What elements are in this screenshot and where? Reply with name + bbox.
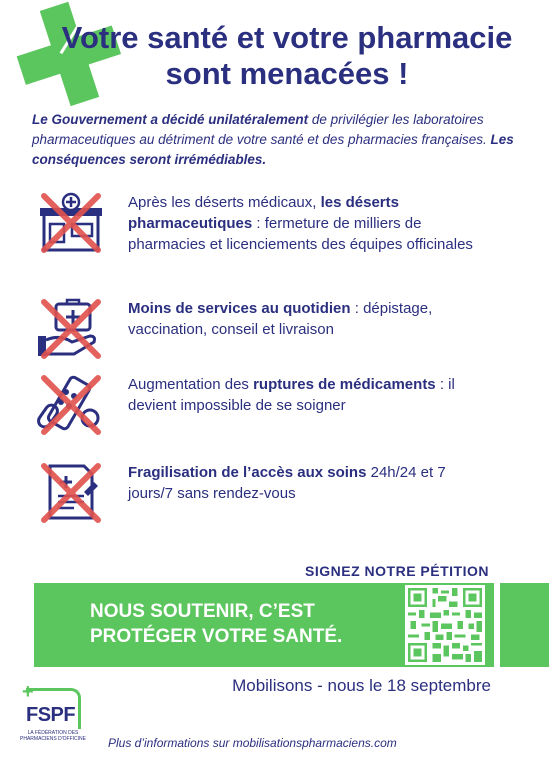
petition-label: SIGNEZ NOTRE PÉTITION xyxy=(305,563,489,579)
logo-subtitle: LA FÉDÉRATION DES PHARMACIENS D'OFFICINE xyxy=(20,730,86,742)
item-text xyxy=(128,462,488,504)
hand-medical-kit-icon xyxy=(36,298,106,360)
item-text-before: Après les déserts médicaux, xyxy=(128,194,321,211)
item-text-bold: Moins de services au quotidien xyxy=(128,300,351,317)
support-banner xyxy=(34,583,494,667)
pills-icon xyxy=(36,374,106,436)
banner-text: NOUS SOUTENIR, C’EST PROTÉGER VOTRE SANTÉ. xyxy=(90,601,343,647)
item-text-after: : fermeture de milliers de pharmacies et licenciements des équipes officinales xyxy=(128,215,473,253)
pharmacy-building-icon xyxy=(36,192,106,254)
petition-qr-code[interactable] xyxy=(405,585,485,665)
intro-paragraph xyxy=(32,110,520,170)
item-text xyxy=(128,374,488,416)
mobilisation-date: Mobilisons - nous le 18 septembre xyxy=(232,676,491,695)
more-info-link[interactable]: Plus d’informations sur mobilisationspharmaciens.com xyxy=(108,736,397,750)
item-text-bold: les déserts pharmaceutiques xyxy=(128,194,399,232)
item-text xyxy=(128,192,488,255)
item-text-after: 24h/24 et 7 jours/7 sans rendez-vous xyxy=(128,464,446,502)
logo-name: FSPF xyxy=(26,704,76,726)
item-text xyxy=(128,298,488,340)
intro-bold-2: Les conséquences seront irrémédiables. xyxy=(32,132,514,167)
fspf-logo xyxy=(14,682,92,752)
intro-text: de privilégier les laboratoires pharmaceutiques au détriment de votre santé et des pharmacies françaises. xyxy=(32,112,491,147)
item-text-before: Augmentation des xyxy=(128,376,254,393)
item-text-after: : dépistage, vaccination, conseil et livraison xyxy=(128,300,433,338)
plus-icon: + xyxy=(22,681,34,703)
intro-bold-1: Le Gouvernement a décidé unilatéralement xyxy=(32,112,309,127)
item-text-bold: ruptures de médicaments xyxy=(253,376,436,393)
item-text-bold: Fragilisation de l’accès aux soins xyxy=(128,464,367,481)
item-text-after: : il devient impossible de se soigner xyxy=(128,376,455,414)
prescription-icon xyxy=(36,462,106,524)
banner-accent xyxy=(500,583,549,667)
page-title: Votre santé et votre pharmacie sont menacées ! xyxy=(61,20,513,91)
